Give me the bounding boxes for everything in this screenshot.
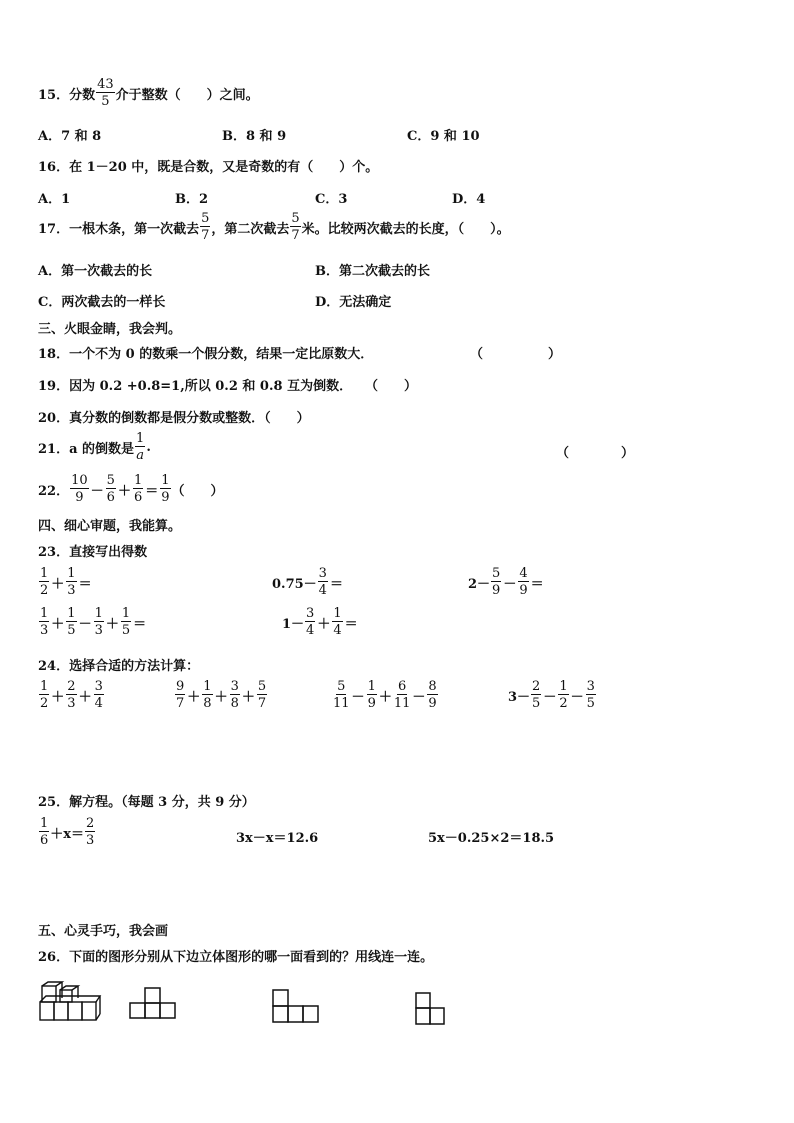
solid-figure-cubes bbox=[38, 980, 102, 1024]
q23-expression-5: 1－ $\frac{3}{4}$ ＋ $\frac{1}{4}$ ＝ bbox=[282, 606, 358, 638]
q18-answer-blank[interactable]: （ ） bbox=[470, 347, 562, 362]
q25-equation-1: $\frac{1}{6}$ ＋x＝ $\frac{2}{3}$ bbox=[40, 816, 95, 848]
plus-sign: ＋ bbox=[117, 483, 131, 499]
section-5-heading: 五、心灵手巧，我会画 bbox=[38, 924, 169, 939]
q24-expression-1: $\frac{1}{2}$ ＋ $\frac{2}{3}$ ＋ $\frac{3}{4}$ bbox=[40, 679, 103, 711]
q15-fraction: $\frac{43}{5}$ bbox=[97, 77, 114, 109]
q17-middle: ，第二次截去 bbox=[211, 221, 290, 237]
q17-option-b: B．第二次截去的长 bbox=[315, 264, 430, 279]
question-22 bbox=[38, 474, 224, 504]
minus-sign: － bbox=[90, 483, 104, 499]
q17-option-d: D．无法确定 bbox=[315, 295, 392, 310]
q15-option-b: B．8 和 9 bbox=[222, 129, 287, 144]
q15-option-c: C．9 和 10 bbox=[407, 129, 480, 144]
question-21 bbox=[38, 432, 151, 462]
q22-fraction-4: $\frac{1}{9}$ bbox=[161, 473, 170, 505]
q15-prefix: 15．分数 bbox=[38, 87, 96, 103]
q16-option-d: D．4 bbox=[452, 192, 486, 207]
q23-expression-2: 0.75－ $\frac{3}{4}$ ＝ bbox=[272, 566, 343, 598]
view-shape-2 bbox=[272, 986, 320, 1024]
q17-fraction-2: $\frac{5}{7}$ bbox=[291, 211, 300, 243]
question-25-title: 25．解方程。（每题 3 分，共 9 分） bbox=[38, 795, 255, 810]
q15-option-a: A．7 和 8 bbox=[38, 129, 102, 144]
question-19: 19．因为 0.2 +0.8=1,所以 0.2 和 0.8 互为倒数． bbox=[38, 379, 353, 394]
question-23-title: 23．直接写出得数 bbox=[38, 545, 148, 560]
question-15 bbox=[38, 78, 259, 108]
q17-option-c: C．两次截去的一样长 bbox=[38, 295, 166, 310]
question-17 bbox=[38, 212, 510, 242]
question-24-title: 24．选择合适的方法计算： bbox=[38, 659, 200, 674]
q21-answer-blank[interactable]: （ ） bbox=[556, 446, 635, 461]
q21-prefix: 21．a 的倒数是 bbox=[38, 441, 135, 457]
q21-fraction: $\frac{1}{a}$ bbox=[136, 431, 145, 463]
q16-option-a: A．1 bbox=[38, 192, 71, 207]
q24-expression-3: $\frac{5}{11}$ － $\frac{1}{9}$ ＋ $\frac{6}{11}$ － $\frac{8}{9}$ bbox=[333, 679, 437, 711]
equals-sign: ＝ bbox=[145, 483, 159, 499]
q24-expression-2: $\frac{9}{7}$ ＋ $\frac{1}{8}$ ＋ $\frac{3}{8}$ ＋ $\frac{5}{7}$ bbox=[176, 679, 267, 711]
q22-prefix: 22． bbox=[38, 483, 70, 499]
q25-equation-3: 5x－0.25×2＝18.5 bbox=[428, 831, 555, 846]
view-shape-3 bbox=[414, 990, 450, 1028]
q24-expression-4: 3－ $\frac{2}{5}$ － $\frac{1}{2}$ － $\frac{3}{5}$ bbox=[508, 679, 595, 711]
section-4-heading: 四、细心审题，我能算。 bbox=[38, 519, 182, 534]
question-20: 20．真分数的倒数都是假分数或整数．（ ） bbox=[38, 411, 310, 426]
q25-equation-2: 3x－x＝12.6 bbox=[236, 831, 319, 846]
view-shape-1 bbox=[129, 986, 177, 1022]
q16-option-c: C．3 bbox=[315, 192, 348, 207]
question-26: 26．下面的图形分别从下边立体图形的哪一面看到的？用线连一连。 bbox=[38, 950, 434, 965]
q17-suffix: 米。比较两次截去的长度，（ ）。 bbox=[301, 221, 510, 237]
q19-answer-blank[interactable]: （ ） bbox=[365, 379, 418, 394]
q15-suffix: 介于整数（ ）之间。 bbox=[115, 87, 259, 103]
q17-prefix: 17．一根木条，第一次截去 bbox=[38, 221, 200, 237]
question-16: 16．在 1－20 中，既是合数，又是奇数的有（ ）个。 bbox=[38, 160, 379, 175]
q16-option-b: B．2 bbox=[175, 192, 209, 207]
q22-fraction-2: $\frac{5}{6}$ bbox=[106, 473, 115, 505]
q17-option-a: A．第一次截去的长 bbox=[38, 264, 153, 279]
q21-suffix: . bbox=[146, 439, 151, 455]
q22-fraction-1: $\frac{10}{9}$ bbox=[71, 473, 88, 505]
question-18: 18．一个不为 0 的数乘一个假分数，结果一定比原数大． bbox=[38, 347, 374, 362]
q22-answer-blank[interactable]: （ ） bbox=[171, 483, 224, 499]
q23-expression-1: $\frac{1}{2}$ ＋ $\frac{1}{3}$ ＝ bbox=[40, 566, 92, 598]
q22-fraction-3: $\frac{1}{6}$ bbox=[133, 473, 143, 505]
q23-expression-3: 2－ $\frac{5}{9}$ － $\frac{4}{9}$ ＝ bbox=[468, 566, 544, 598]
q23-expression-4: $\frac{1}{3}$ ＋ $\frac{1}{5}$ － $\frac{1}{3}$ ＋ $\frac{1}{5}$ ＝ bbox=[40, 606, 147, 638]
section-3-heading: 三、火眼金睛，我会判。 bbox=[38, 322, 182, 337]
q17-fraction-1: $\frac{5}{7}$ bbox=[201, 211, 210, 243]
